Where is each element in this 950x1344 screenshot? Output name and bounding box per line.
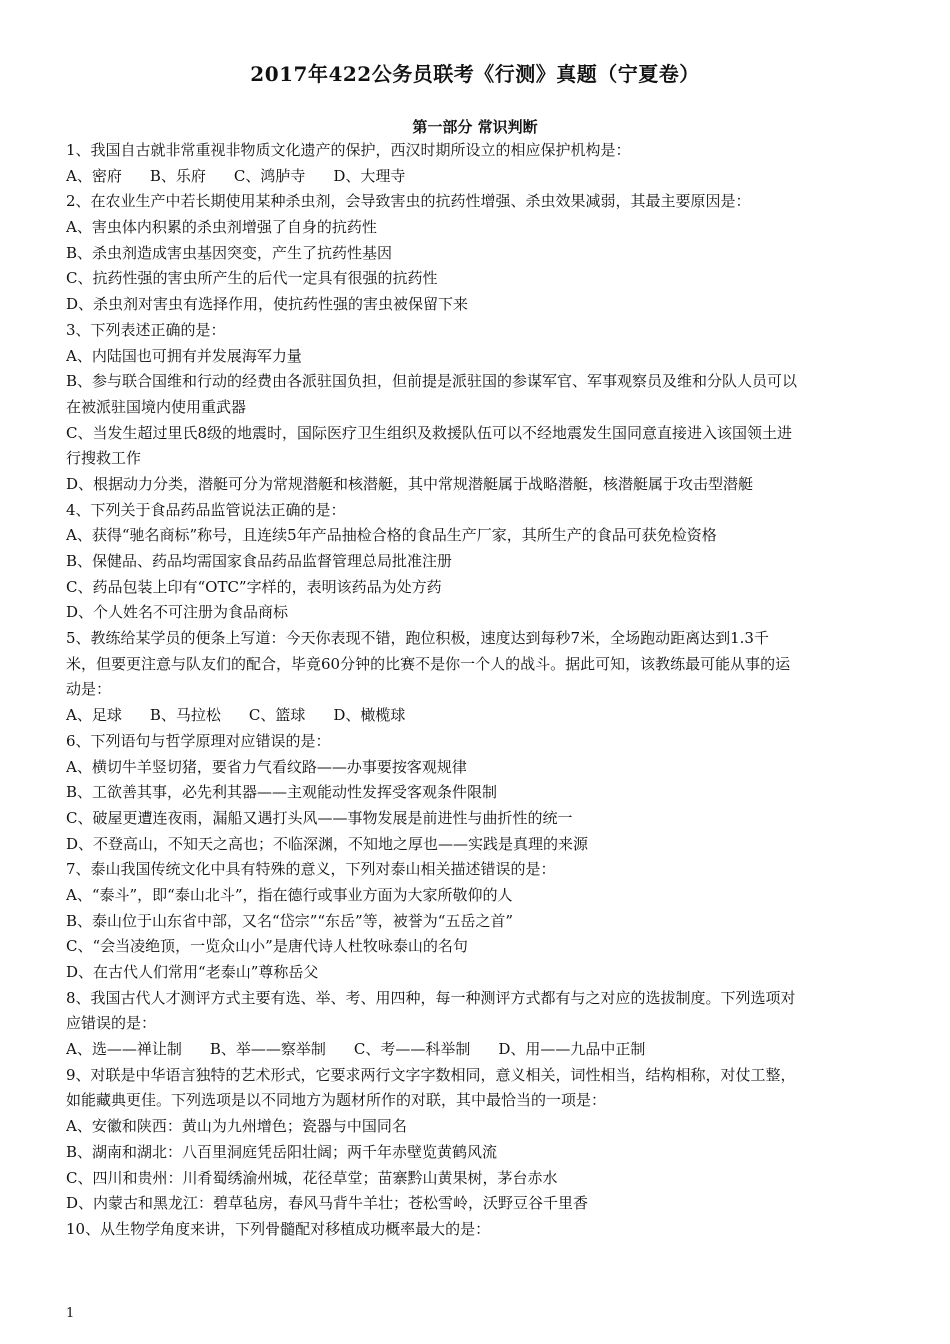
- text-line: 4、下列关于食品药品监管说法正确的是：: [66, 500, 346, 519]
- text-line: D、内蒙古和黑龙江：碧草毡房，春风马背牛羊壮；苍松雪岭，沃野豆谷千里香: [66, 1194, 589, 1213]
- option-row: [66, 1037, 886, 1063]
- option-item: A、选——禅让制: [66, 1040, 182, 1059]
- text-line: 动是：: [66, 680, 112, 699]
- text-line: C、药品包装上印有“OTC”字样的，表明该药品为处方药: [66, 577, 442, 596]
- option-row: [66, 703, 886, 729]
- text-line: D、在古代人们常用“老泰山”尊称岳父: [66, 963, 319, 981]
- text-line: 5、教练给某学员的便条上写道：今天你表现不错，跑位积极，速度达到每秒7米，全场跑动距离达到1.3千: [66, 629, 769, 648]
- text-line: B、工欲善其事，必先利其器——主观能动性发挥受客观条件限制: [66, 783, 498, 802]
- section-heading: 第一部分 常识判断: [412, 118, 538, 136]
- option-item: C、篮球: [248, 706, 306, 725]
- option-item: A、密府: [66, 166, 122, 185]
- text-line: A、“泰斗”，即“泰山北斗”，指在德行或事业方面为大家所敬仰的人: [66, 885, 513, 904]
- option-item: B、举——察举制: [209, 1040, 326, 1059]
- text-line: 2、在农业生产中若长期使用某种杀虫剂，会导致害虫的抗药性增强、杀虫效果减弱，其最主要原因是：: [66, 192, 751, 211]
- text-line: D、个人姓名不可注册为食品商标: [66, 603, 289, 622]
- text-line: A、安徽和陕西：黄山为九州增色；瓷器与中国同名: [66, 1117, 407, 1136]
- option-item: D、橄榄球: [333, 706, 406, 725]
- document-title: 2017年422公务员联考《行测》真题（宁夏卷）: [250, 62, 700, 86]
- text-line: B、参与联合国维和行动的经费由各派驻国负担，但前提是派驻国的参谋军官、军事观察员及维和分队人员可以: [66, 372, 798, 391]
- text-line: 6、下列语句与哲学原理对应错误的是：: [66, 731, 331, 750]
- text-line: 1、我国自古就非常重视非物质文化遗产的保护，西汉时期所设立的相应保护机构是：: [66, 141, 631, 159]
- text-line: A、获得“驰名商标”称号，且连续5年产品抽检合格的食品生产厂家，其所生产的食品可获免检资格: [66, 526, 717, 545]
- text-line: 7、泰山我国传统文化中具有特殊的意义，下列对泰山相关描述错误的是：: [66, 860, 556, 879]
- text-line: D、不登高山，不知天之高也；不临深渊，不知地之厚也——实践是真理的来源: [66, 834, 589, 853]
- text-line: A、横切牛羊竖切猪，要省力气看纹路——办事要按客观规律: [66, 757, 467, 776]
- option-item: D、大理寺: [333, 166, 406, 185]
- text-line: C、“会当凌绝顶，一览众山小”是唐代诗人杜牧咏泰山的名句: [66, 937, 468, 956]
- text-line: 10、从生物学角度来讲，下列骨髓配对移植成功概率最大的是：: [66, 1219, 491, 1238]
- text-line: A、内陆国也可拥有并发展海军力量: [66, 346, 302, 365]
- question-body: [66, 138, 886, 1243]
- text-line: D、杀虫剂对害虫有选择作用，使抗药性强的害虫被保留下来: [66, 295, 469, 314]
- option-item: C、鸿胪寺: [233, 166, 306, 185]
- text-line: B、保健品、药品均需国家食品药品监督管理总局批准注册: [66, 552, 453, 570]
- text-line: B、泰山位于山东省中部，又名“岱宗”“东岳”等，被誉为“五岳之首”: [66, 911, 514, 930]
- text-line: D、根据动力分类，潜艇可分为常规潜艇和核潜艇，其中常规潜艇属于战略潜艇，核潜艇属于攻击型潜艇: [66, 474, 754, 493]
- text-line: 如能藏典更佳。下列选项是以不同地方为题材所作的对联，其中最恰当的一项是：: [66, 1091, 607, 1110]
- option-item: A、足球: [66, 706, 122, 725]
- text-line: C、抗药性强的害虫所产生的后代一定具有很强的抗药性: [66, 269, 438, 288]
- text-line: 米，但要更注意与队友们的配合，毕竟60分钟的比赛不是你一个人的战斗。据此可知，该教练最可能从事的运: [66, 654, 791, 673]
- text-line: 应错误的是：: [66, 1014, 157, 1033]
- option-item: B、乐府: [149, 166, 206, 185]
- text-line: C、四川和贵州：川肴蜀绣渝州城，花径草堂；苗寨黔山黄果树，茅台赤水: [66, 1168, 558, 1187]
- option-item: D、用——九品中正制: [498, 1040, 646, 1059]
- text-line: 3、下列表述正确的是：: [66, 320, 226, 339]
- option-item: B、马拉松: [149, 706, 221, 725]
- option-row: [66, 164, 886, 190]
- text-line: C、破屋更遭连夜雨，漏船又遇打头风——事物发展是前进性与曲折性的统一: [66, 808, 573, 827]
- text-line: A、害虫体内积累的杀虫剂增强了自身的抗药性: [66, 218, 377, 237]
- text-line: B、杀虫剂造成害虫基因突变，产生了抗药性基因: [66, 243, 393, 262]
- page-number: 1: [66, 1306, 75, 1321]
- text-line: 8、我国古代人才测评方式主要有选、举、考、用四种，每一种测评方式都有与之对应的选拔制度。下列选项对: [66, 988, 796, 1007]
- text-line: B、湖南和湖北：八百里洞庭凭岳阳壮阔；两千年赤壁览黄鹤风流: [66, 1142, 498, 1161]
- text-line: 行搜救工作: [66, 449, 142, 468]
- text-line: C、当发生超过里氏8级的地震时，国际医疗卫生组织及救援队伍可以不经地震发生国同意直接进入该国领土进: [66, 423, 793, 442]
- option-item: C、考——科举制: [353, 1040, 471, 1059]
- text-line: 在被派驻国境内使用重武器: [66, 397, 247, 416]
- text-line: 9、对联是中华语言独特的艺术形式，它要求两行文字字数相同，意义相关，词性相当，结构相称，对仗工整，: [66, 1065, 796, 1084]
